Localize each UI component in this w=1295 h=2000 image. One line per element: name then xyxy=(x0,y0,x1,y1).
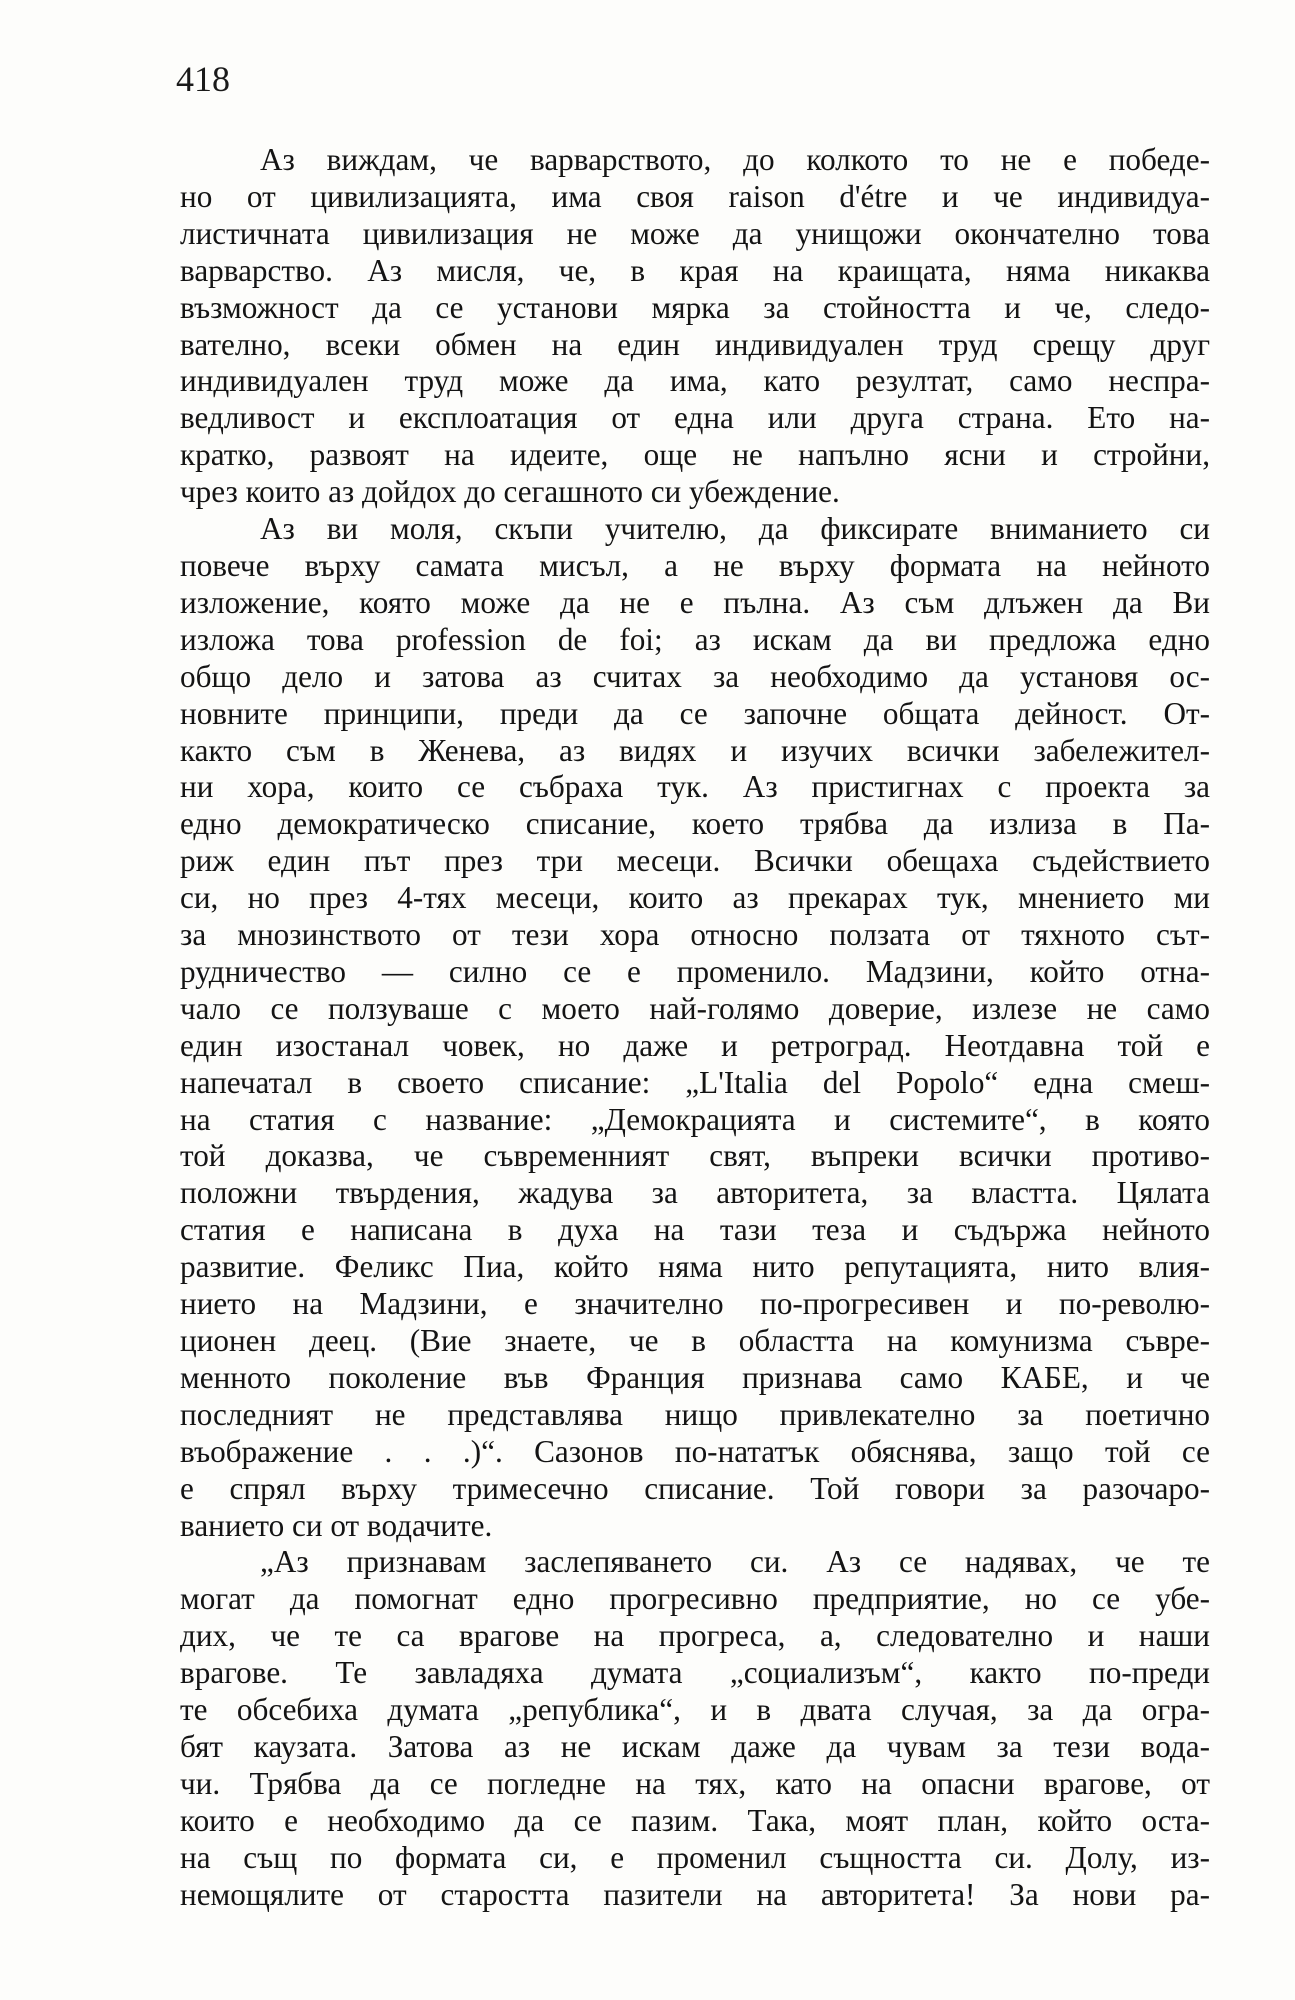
text-line: напечатал в своето списание: „L'Italia del Popolo“ една смеш- xyxy=(180,1064,1210,1100)
text-line: той доказва, че съвременният свят, въпреки всички противо- xyxy=(180,1138,1210,1174)
text-line: кратко, развоят на идеите, още не напълно ясни и стройни, xyxy=(180,437,1210,473)
text-line: въображение . . .)“. Сазонов по-нататък обяснява, защо той се xyxy=(180,1433,1210,1469)
text-line: изложение, която може да не е пълна. Аз съм длъжен да Ви xyxy=(180,584,1210,620)
text-line: за мнозинството от тези хора относно ползата от тяхното сът- xyxy=(180,917,1210,953)
text-line: те обсебиха думата „република“, и в двата случая, за да огра- xyxy=(180,1692,1210,1728)
text-line: едно демократическо списание, което трябва да излиза в Па- xyxy=(180,806,1210,842)
text-line: новните принципи, преди да се започне общата дейност. От- xyxy=(180,695,1210,731)
text-line: ни хора, които се събраха тук. Аз пристигнах с проекта за xyxy=(180,769,1210,805)
text-line: развитие. Феликс Пиа, който няма нито репутацията, нито влия- xyxy=(180,1249,1210,1285)
text-line: чрез които аз дойдох до сегашното си убеждение. xyxy=(180,474,840,510)
text-line: бят каузата. Затова аз не искам даже да чувам за тези вода- xyxy=(180,1728,1210,1764)
text-line: дих, че те са врагове на прогреса, а, следователно и наши xyxy=(180,1618,1210,1654)
text-line: статия е написана в духа на тази теза и съдържа нейното xyxy=(180,1212,1210,1248)
text-line: е спрял върху тримесечно списание. Той говори за разочаро- xyxy=(180,1470,1210,1506)
text-line: варварство. Аз мисля, че, в края на краищата, няма никаква xyxy=(180,252,1210,288)
text-line: си, но през 4-тях месеци, които аз прекарах тук, мнението ми xyxy=(180,880,1210,916)
paragraph-2 xyxy=(180,511,1210,1544)
text-line: общо дело и затова аз считах за необходимо да установя ос- xyxy=(180,658,1210,694)
text-line: вателно, всеки обмен на един индивидуален труд срещу друг xyxy=(180,326,1210,362)
text-line: ционен деец. (Вие знаете, че в областта на комунизма съвре- xyxy=(180,1323,1210,1358)
text-line: врагове. Те завладяха думата „социализъм“, както по-преди xyxy=(180,1655,1210,1691)
text-line: чало се ползуваше с моето най-голямо доверие, излезе не само xyxy=(180,990,1210,1026)
text-line: изложа това profession de foi; аз искам да ви предложа едно xyxy=(180,621,1210,657)
page-number: 418 xyxy=(176,59,230,99)
text-line: менното поколение във Франция признава само КАБЕ, и че xyxy=(180,1359,1210,1395)
text-line: чи. Трябва да се погледне на тях, като на опасни врагове, от xyxy=(180,1765,1210,1801)
text-line: ведливост и експлоатация от една или друга страна. Ето на- xyxy=(180,400,1210,436)
text-line: рудничество — силно се е променило. Мадзини, който отна- xyxy=(180,953,1210,989)
text-line: възможност да се установи мярка за стойността и че, следо- xyxy=(180,289,1210,325)
text-line: индивидуален труд може да има, като резултат, само неспра- xyxy=(180,363,1210,399)
text-line: немощялите от старостта пазители на авторитета! За нови ра- xyxy=(180,1876,1210,1912)
text-line: един изостанал човек, но даже и ретроград. Неотдавна той е xyxy=(180,1027,1210,1063)
text-line: на статия с название: „Демокрацията и системите“, в която xyxy=(180,1101,1210,1137)
text-line: които е необходимо да се пазим. Така, моят план, който оста- xyxy=(180,1802,1210,1838)
text-line: могат да помогнат едно прогресивно предприятие, но се убе- xyxy=(180,1581,1210,1617)
text-line: ванието си от водачите. xyxy=(180,1507,493,1543)
text-line: повече върху самата мисъл, а не върху формата на нейното xyxy=(180,547,1210,583)
text-line: Аз ви моля, скъпи учителю, да фиксирате вниманието си xyxy=(260,511,1210,547)
text-line: нието на Мадзини, е значително по-прогресивен и по-револю- xyxy=(180,1286,1210,1322)
text-line: Аз виждам, че варварството, до колкото то не е победе- xyxy=(260,142,1210,177)
text-line: положни твърдения, жадува за авторитета, за властта. Цялата xyxy=(180,1175,1210,1211)
text-line: както съм в Женева, аз видях и изучих всички забележител- xyxy=(180,732,1210,768)
text-line: последният не представлява нищо привлекателно за поетично xyxy=(180,1396,1210,1432)
text-line: на същ по формата си, е променил същността си. Долу, из- xyxy=(180,1839,1210,1875)
text-line: „Аз признавам заслепяването си. Аз се надявах, че те xyxy=(260,1544,1210,1580)
text-line: но от цивилизацията, има своя raison d'étre и че индивидуа- xyxy=(180,178,1210,214)
body-text xyxy=(180,142,1210,1914)
text-line: листичната цивилизация не може да унищожи окончателно това xyxy=(180,215,1210,251)
paragraph-1 xyxy=(180,142,1210,511)
paragraph-3 xyxy=(180,1544,1210,1913)
text-line: риж един път през три месеци. Всички обещаха съдействието xyxy=(180,843,1210,879)
